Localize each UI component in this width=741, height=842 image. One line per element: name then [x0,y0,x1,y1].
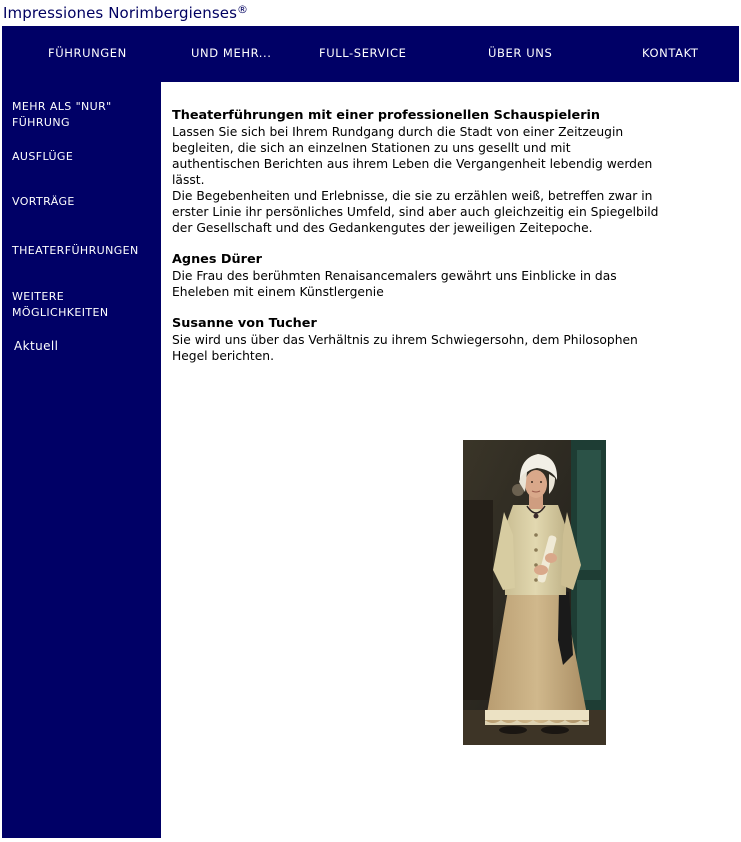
registered-mark: ® [237,3,249,16]
sidebar [2,82,161,838]
sidebar-item-aktuell[interactable]: Aktuell [14,339,59,353]
nav-item-full-service[interactable]: FULL-SERVICE [319,46,407,60]
nav-item-ueber-uns[interactable]: ÜBER UNS [488,46,553,60]
section-title-agnes-duerer: Agnes Dürer [172,252,262,267]
actress-photo-illustration [463,440,606,745]
intro-paragraph-1: Lassen Sie sich bei Ihrem Rundgang durch die Stadt von einer Zeitzeugin begleiten, die sich an einzelnen Stationen zu uns gesellt und mit authentischen Berichten aus ihrem Leben die Vergangenheit lebendig werden lässt. [172,125,653,187]
actress-costume-photo [463,440,606,745]
sidebar-item-theaterfuehrungen[interactable]: THEATERFÜHRUNGEN [12,244,139,257]
section-title-susanne-von-tucher: Susanne von Tucher [172,316,317,331]
sidebar-item-weitere-moeglichkeiten[interactable]: WEITERE MÖGLICHKEITEN [12,290,109,319]
site-title [3,3,248,22]
section-text-susanne-von-tucher: Sie wird uns über das Verhältnis zu ihrem Schwiegersohn, dem Philosophen Hegel berichten. [172,333,638,363]
sidebar-item-ausfluege[interactable]: AUSFLÜGE [12,150,74,163]
sidebar-item-vortraege[interactable]: VORTRÄGE [12,195,75,208]
nav-item-fuehrungen[interactable]: FÜHRUNGEN [48,46,127,60]
main-heading: Theaterführungen mit einer professionellen Schauspielerin [172,108,601,123]
section-text-agnes-duerer: Die Frau des berühmten Renaisancemalers gewährt uns Einblicke in das Eheleben mit einem Künstlergenie [172,269,617,299]
intro-paragraph-2: Die Begebenheiten und Erlebnisse, die sie zu erzählen weiß, betreffen zwar in erster Linie ihr persönliches Umfeld, sind aber auch gleichzeitig ein Spiegelbild der Gesellschaft und des Gedankengutes der jeweiligen Zeitepoche. [172,189,659,235]
top-navigation [2,26,739,82]
nav-item-kontakt[interactable]: KONTAKT [642,46,699,60]
site-title-text: Impressiones Norimbergienses [3,4,237,22]
sidebar-item-mehr-als-nur-fuehrung[interactable]: MEHR ALS "NUR" FÜHRUNG [12,100,112,129]
main-content [172,108,662,364]
nav-item-und-mehr[interactable]: UND MEHR... [191,46,272,60]
